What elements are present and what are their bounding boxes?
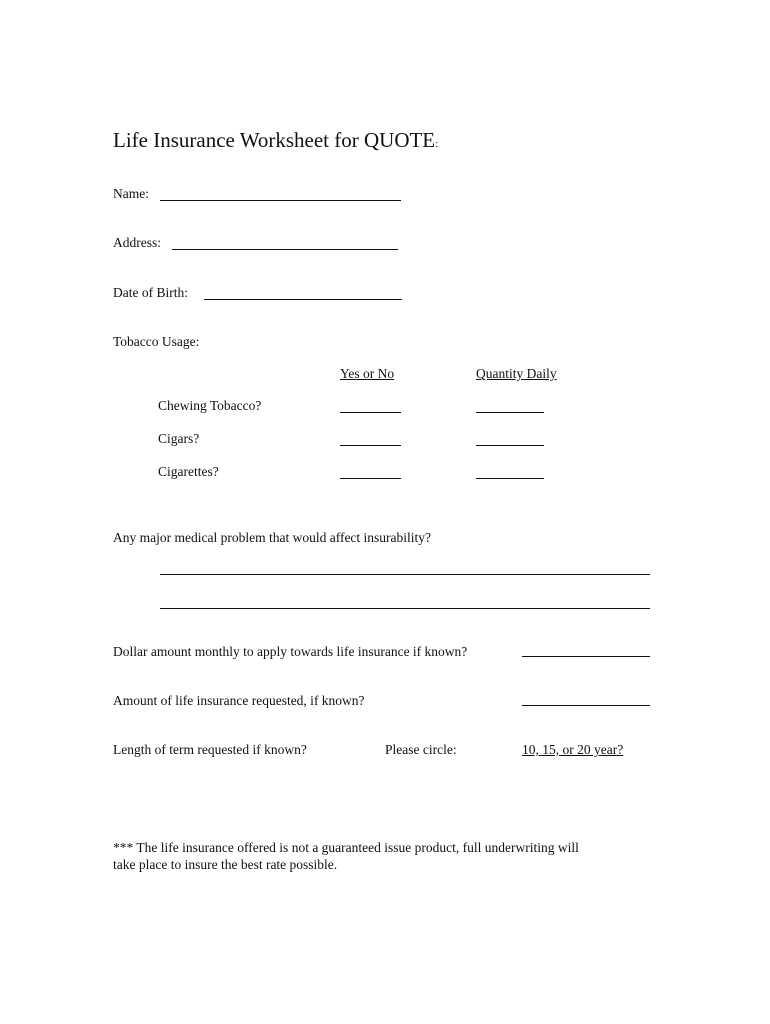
tobacco-row-cigars: Cigars? (158, 431, 200, 446)
disclaimer-line-2: take place to insure the best rate possible. (113, 857, 338, 872)
cigarettes-quantity-field[interactable] (476, 478, 544, 479)
tobacco-row-chewing: Chewing Tobacco? (158, 398, 262, 413)
dob-field[interactable] (204, 299, 402, 300)
chewing-yes-no-field[interactable] (340, 412, 401, 413)
page-title (113, 128, 438, 153)
address-field[interactable] (172, 249, 398, 250)
title-colon: : (435, 138, 439, 150)
name-label: Name: (113, 186, 149, 201)
address-label: Address: (113, 235, 161, 250)
medical-answer-line-2[interactable] (160, 608, 650, 609)
medical-question: Any major medical problem that would affect insurability? (113, 530, 432, 545)
dob-label: Date of Birth: (113, 285, 188, 300)
tobacco-col-yes-no: Yes or No (340, 366, 395, 381)
cigars-yes-no-field[interactable] (340, 445, 401, 446)
term-question: Length of term requested if known? (113, 742, 307, 757)
chewing-quantity-field[interactable] (476, 412, 544, 413)
dollar-amount-question: Dollar amount monthly to apply towards life insurance if known? (113, 644, 468, 659)
term-circle-label: Please circle: (385, 742, 457, 757)
amount-requested-field[interactable] (522, 705, 650, 706)
dollar-amount-field[interactable] (522, 656, 650, 657)
disclaimer-line-1: *** The life insurance offered is not a guaranteed issue product, full underwriting will (113, 840, 579, 855)
term-options[interactable]: 10, 15, or 20 year? (522, 742, 624, 757)
tobacco-section-label: Tobacco Usage: (113, 334, 200, 349)
tobacco-row-cigarettes: Cigarettes? (158, 464, 219, 479)
tobacco-col-quantity: Quantity Daily (476, 366, 557, 381)
amount-requested-question: Amount of life insurance requested, if known? (113, 693, 365, 708)
medical-answer-line-1[interactable] (160, 574, 650, 575)
title-text: Life Insurance Worksheet for QUOTE (113, 128, 436, 152)
cigarettes-yes-no-field[interactable] (340, 478, 401, 479)
name-field[interactable] (160, 200, 401, 201)
cigars-quantity-field[interactable] (476, 445, 544, 446)
